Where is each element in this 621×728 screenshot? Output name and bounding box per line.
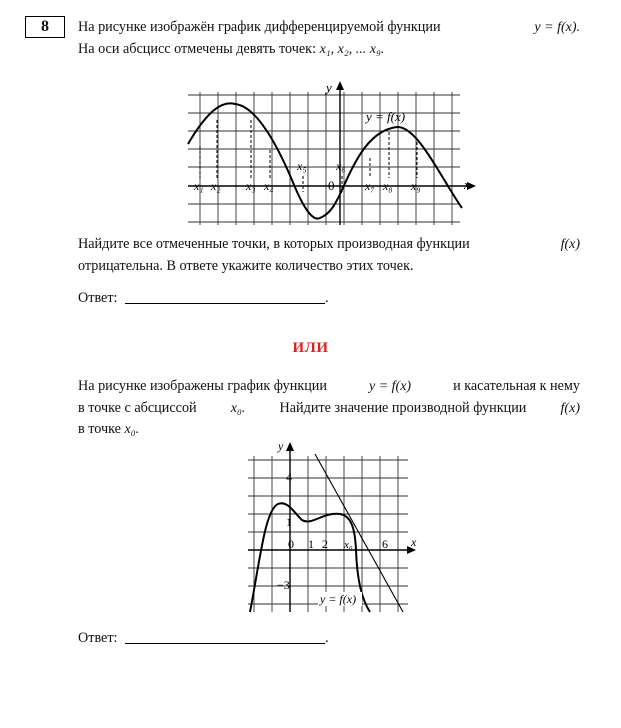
answer-1: Ответ: . [78,290,329,306]
tick-label-minus-3: −3 [277,578,290,592]
point-label-x6: x₆ [336,159,346,173]
task-2-formula-1: y = f(x) [368,379,412,394]
answer-1-field[interactable] [125,290,325,304]
graph-2-func-label: y = f(x) [320,592,357,606]
point-label-x9: x₉ [411,179,421,193]
graph-2 [240,440,420,618]
tick-label-6: 6 [382,537,388,551]
task-intro [78,17,580,60]
task-2-text-1: На рисунке изображены график функции [78,378,327,394]
task-2-text-2-tail: Найдите значение производной функции [279,399,527,416]
point-label-x5: x₅ [297,159,307,173]
graph-1-y-label: y [326,80,332,95]
graph-1-curve [188,103,462,218]
graph-2-y-arrow [286,442,294,451]
graph-2-grid [248,456,408,612]
graph-1-x-label: x [464,177,470,192]
graph-1-func-label: y = f(x) [366,109,406,124]
answer-1-label: Ответ: [78,290,118,306]
intro-points: x₁, x₂, ... x₉. [319,41,385,57]
graph-1-origin: 0 [328,178,335,193]
point-label-x1: x₁ [194,179,204,193]
tick-label-1-y: 1 [286,515,292,529]
intro-formula-1: y = f(x). [534,20,580,35]
task-2-text [78,376,580,441]
question-1-text: Найдите все отмеченные точки, в которых производная функции [78,236,470,252]
task-2-formula-2: f(x) [560,400,580,416]
tick-label-2-x: 2 [322,537,328,551]
intro-text-1: На рисунке изображён график дифференцируемой функции [78,19,441,35]
graph-2-x-label: x [411,535,417,549]
graph-2-origin: 0 [288,537,294,551]
answer-2-field[interactable] [125,630,325,644]
task-2-x0: x₀. [230,400,246,416]
graph-1-grid [188,92,460,225]
graph-1-point-labels [193,159,421,193]
task-2-x0-2: x₀. [124,422,140,437]
answer-2: Ответ: . [78,630,329,646]
task-number: 8 [25,16,65,38]
point-label-x8: x₈ [383,179,393,193]
graph-1-y-arrow [336,81,344,90]
point-label-x3: x₃ [246,179,256,193]
graph-1 [180,80,480,230]
question-1-formula: f(x) [560,237,580,252]
point-label-x7: x₇ [365,179,375,193]
answer-2-label: Ответ: [78,630,118,646]
task-2-text-3: в точке [78,421,121,437]
question-1 [78,234,580,277]
tick-label-1-x: 1 [308,537,314,551]
task-2-text-1-tail: и касательная к нему [453,378,580,394]
point-label-x4: x₄ [264,179,274,193]
question-1-line2: отрицательна. В ответе укажите количество этих точек. [78,257,414,274]
point-label-x2: x₂ [211,179,221,193]
intro-text-2: На оси абсцисс отмечены девять точек: [78,40,317,57]
task-2-text-2: в точке с абсциссой [78,399,197,416]
graph-2-y-label: y [278,440,284,453]
tick-label-4: 4 [286,470,292,484]
or-separator: ИЛИ [292,340,329,356]
tick-label-x0: x₀ [344,539,353,551]
